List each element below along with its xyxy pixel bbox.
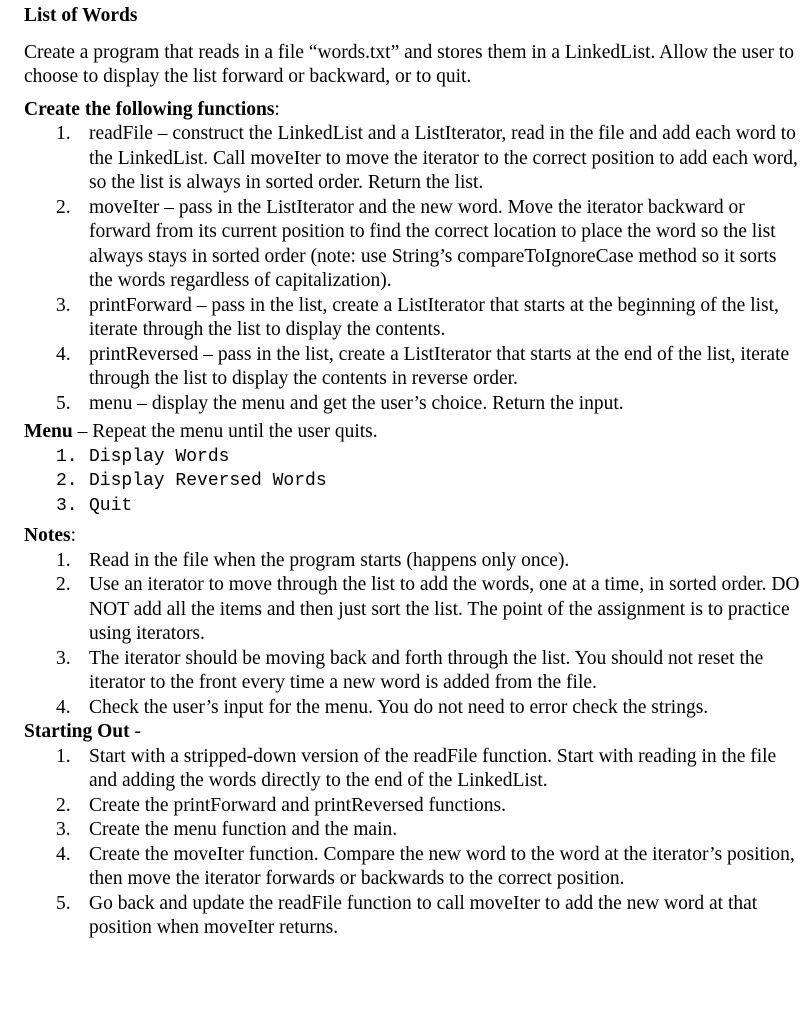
list-item-text: Create the printForward and printReversed functions. [89,794,506,816]
menu-list [24,445,804,519]
menu-option [24,494,804,519]
list-item-text: Create the moveIter function. Compare the new word to the word at the iterator’s position, then move the iterator forwards or backwards to the correct position. [89,843,795,889]
list-item-text: Check the user’s input for the menu. You do not need to error check the strings. [89,696,709,718]
list-item-text: Read in the file when the program starts (happens only once). [89,549,570,571]
list-item-text: menu – display the menu and get the user’s choice. Return the input. [89,392,624,414]
list-item-number: 4. [56,843,71,865]
menu-heading [24,420,804,445]
intro-paragraph: Create a program that reads in a file “words.txt” and stores them in a LinkedList. Allow the user to choose to display the list forward or backward, or to quit. [24,41,795,87]
list-item-text: Use an iterator to move through the list to add the words, one at a time, in sorted order. DO NOT add all the items and then just sort the list. The point of the assignment is to practice using iterators. [89,574,800,644]
menu-option-number: 2. [56,471,78,491]
menu-heading-suffix: – Repeat the menu until the user quits. [72,421,378,442]
list-item [24,818,804,843]
list-item-text: moveIter – pass in the ListIterator and the new word. Move the iterator backward or forward from its current position to find the correct location to place the word so the list always stays in sorted order (note: use String’s compareToIgnoreCase method so it sorts the words regardless of capitalization). [89,196,777,291]
starting-out-heading-label: Starting Out [24,721,130,742]
document-title: List of Words [24,5,138,26]
menu-option [24,445,804,470]
menu-option-number: 1. [56,446,78,467]
list-item-text: Start with a stripped-down version of the readFile function. Start with reading in the file and adding the words directly to the end of the LinkedList. [89,745,777,791]
starting-out-list [24,745,804,941]
menu-option-number: 3. [56,495,78,516]
list-item [24,549,804,574]
functions-heading [24,98,804,123]
starting-out-heading [24,720,804,745]
list-item-number: 3. [56,819,71,840]
menu-option [24,469,804,494]
functions-list [24,122,804,416]
menu-option-text: Display Words [89,446,230,467]
list-item [24,745,804,794]
list-item-number: 4. [56,696,71,718]
list-item [24,294,804,343]
list-item-text: printReversed – pass in the list, create a ListIterator that starts at the end of the list, iterate through the list to display the contents in reverse order. [89,343,790,389]
list-item [24,843,804,892]
list-item-text: Create the menu function and the main. [89,819,398,840]
document-page [24,4,804,941]
notes-list [24,549,804,721]
list-item-number: 2. [56,574,71,595]
notes-heading-label: Notes [24,525,71,546]
list-item [24,392,804,417]
list-item-text: printForward – pass in the list, create a ListIterator that starts at the beginning of the list, iterate through the list to display the contents. [89,294,779,340]
list-item-number: 1. [56,745,71,767]
notes-heading [24,524,804,549]
list-item-number: 4. [56,343,71,365]
list-item-number: 2. [56,196,71,218]
menu-heading-label: Menu [24,421,73,442]
functions-heading-label: Create the following functions [24,98,275,120]
list-item [24,196,804,294]
list-item-number: 1. [56,123,71,144]
list-item-number: 2. [56,794,71,816]
list-item-text: readFile – construct the LinkedList and a ListIterator, read in the file and add each word to the LinkedList. Call moveIter to move the iterator to the correct position to add each word, so the list is always in sorted order. Return the list. [89,123,798,193]
menu-option-text: Display Reversed Words [89,471,327,491]
starting-out-heading-suffix: - [129,721,142,742]
list-item-number: 1. [56,549,71,571]
list-item [24,122,804,196]
list-item [24,696,804,721]
list-item [24,343,804,392]
notes-heading-suffix: : [70,525,76,546]
list-item [24,573,804,647]
list-item [24,647,804,696]
list-item-number: 3. [56,647,71,669]
list-item-number: 5. [56,392,71,414]
functions-heading-suffix: : [274,98,280,120]
list-item-number: 5. [56,892,71,914]
menu-option-text: Quit [89,495,133,516]
list-item [24,892,804,941]
list-item-number: 3. [56,294,71,316]
list-item-text: Go back and update the readFile function to call moveIter to add the new word at that position when moveIter returns. [89,892,758,938]
list-item-text: The iterator should be moving back and forth through the list. You should not reset the iterator to the front every time a new word is added from the file. [89,647,764,693]
list-item [24,794,804,819]
